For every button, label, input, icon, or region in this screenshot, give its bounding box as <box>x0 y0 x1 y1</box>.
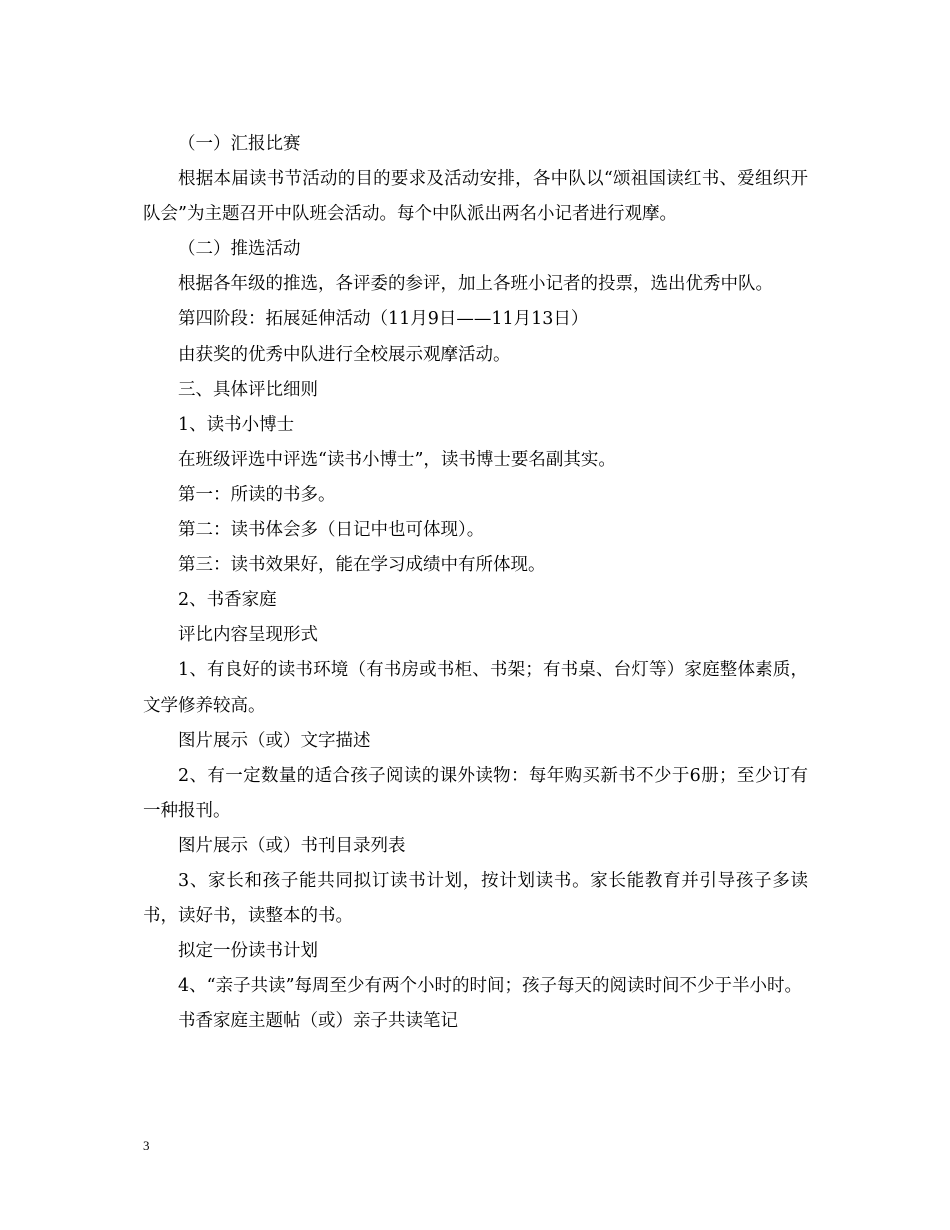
family-form-4: 书香家庭主题帖（或）亲子共读笔记 <box>178 1011 458 1032</box>
section-heading-rules: 三、具体评比细则 <box>178 379 318 400</box>
paragraph-reading-doctor: 在班级评选中评选“读书小博士”，读书博士要名副其实。 <box>178 449 616 470</box>
criterion-second: 第二：读书体会多（日记中也可体现）。 <box>178 520 485 541</box>
family-criterion-2: 2、有一定数量的适合孩子阅读的课外读物：每年购买新书不少于6册；至少订有一种报刊。 <box>143 765 808 821</box>
section-heading-selection: （二）推选活动 <box>178 239 301 260</box>
family-form-3: 拟定一份读书计划 <box>178 941 318 962</box>
paragraph-selection: 根据各年级的推选，各评委的参评，加上各班小记者的投票，选出优秀中队。 <box>178 274 773 295</box>
item-heading-reading-doctor: 1、读书小博士 <box>178 414 295 435</box>
family-criterion-4: 4、“亲子共读”每周至少有两个小时的时间；孩子每天的阅读时间不少于半小时。 <box>178 976 803 997</box>
family-form-2: 图片展示（或）书刊目录列表 <box>178 835 406 856</box>
family-criterion-1: 1、有良好的读书环境（有书房或书柜、书架；有书桌、台灯等）家庭整体素质，文学修养较高。 <box>143 660 808 716</box>
page-number: 3 <box>143 1138 150 1153</box>
document-body <box>143 127 808 1039</box>
paragraph-presentation-form: 评比内容呈现形式 <box>178 625 318 646</box>
section-heading-report-competition: （一）汇报比赛 <box>178 134 301 154</box>
criterion-first: 第一：所读的书多。 <box>178 484 336 505</box>
item-heading-scholarly-family: 2、书香家庭 <box>178 590 277 611</box>
paragraph-report-competition: 根据本届读书节活动的目的要求及活动安排，各中队以“颂祖国读红书、爱组织开队会”为主题召开中队班会活动。每个中队派出两名小记者进行观摩。 <box>143 169 808 225</box>
stage-four-heading: 第四阶段：拓展延伸活动（11月9日——11月13日） <box>178 309 589 330</box>
family-form-1: 图片展示（或）文字描述 <box>178 730 371 751</box>
criterion-third: 第三：读书效果好，能在学习成绩中有所体现。 <box>178 555 546 576</box>
paragraph-stage-four: 由获奖的优秀中队进行全校展示观摩活动。 <box>178 344 511 365</box>
family-criterion-3: 3、家长和孩子能共同拟订读书计划，按计划读书。家长能教育并引导孩子多读书，读好书，读整本的书。 <box>143 870 808 927</box>
